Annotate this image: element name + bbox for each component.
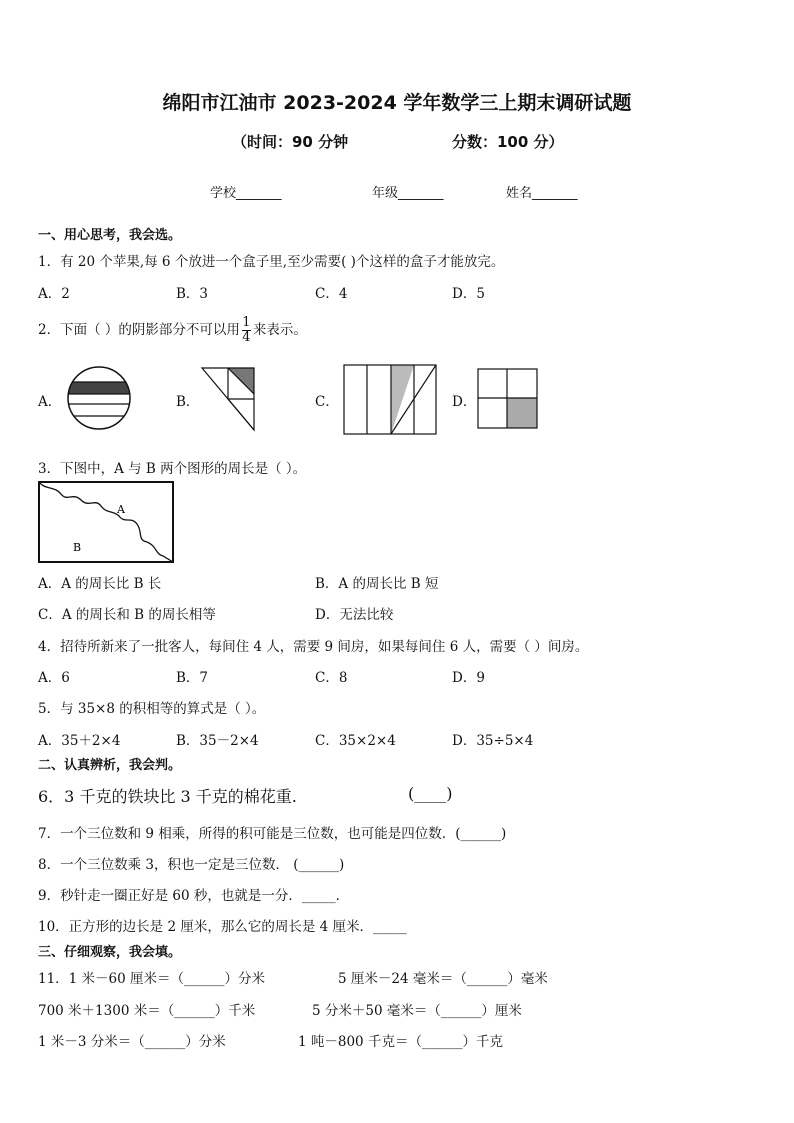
name-field: 姓名_______: [506, 186, 578, 201]
q3-option-c: C．A 的周长和 B 的周长相等: [38, 607, 216, 623]
region-a-label: A: [117, 503, 125, 516]
square-grid-figure: [476, 367, 540, 431]
fraction-numerator: 1: [242, 315, 251, 330]
q3-option-b: B．A 的周长比 B 短: [315, 576, 439, 592]
q2-option-d: D．: [452, 394, 477, 410]
q11-item-3: 700 米＋1300 米＝（______）千米: [38, 1003, 256, 1019]
perimeter-figure: [37, 480, 177, 566]
q11-item-2: 5 厘米－24 毫米＝（______）毫米: [338, 971, 548, 987]
fraction-denominator: 4: [242, 330, 251, 345]
q2-text-before: 2．下面（ ）的阴影部分不可以用: [38, 322, 240, 338]
q1-option-d: D．5: [452, 286, 485, 302]
question-8: 8．一个三位数乘 3，积也一定是三位数． (______): [38, 857, 345, 873]
q5-option-d: D．35÷5×4: [452, 733, 534, 749]
q11-item-1: 11．1 米－60 厘米＝（______）分米: [38, 971, 266, 987]
question-4: 4．招待所新来了一批客人，每间住 4 人，需要 9 间房，如果每间住 6 人，需要（ ）间房。: [38, 639, 589, 655]
q4-option-d: D．9: [452, 670, 485, 686]
question-3: 3．下图中，A 与 B 两个图形的周长是（ ）。: [38, 461, 307, 477]
q5-option-a: A．35＋2×4: [38, 733, 121, 749]
q11-item-4: 5 分米＋50 毫米＝（______）厘米: [312, 1003, 522, 1019]
page-title: 绵阳市江油市 2023-2024 学年数学三上期末调研试题: [162, 92, 632, 114]
question-5: 5．与 35×8 的积相等的算式是（ ）。: [38, 701, 266, 717]
q2-option-a: A．: [38, 394, 62, 410]
q5-option-c: C．35×2×4: [315, 733, 396, 749]
section-heading-2: 二、认真辨析，我会判。: [38, 758, 182, 773]
section-heading-1: 一、用心思考，我会选。: [38, 228, 182, 243]
q5-option-b: B．35－2×4: [176, 733, 259, 749]
q6-answer-blank: (____): [408, 784, 453, 803]
exam-time: （时间：90 分钟: [232, 133, 349, 151]
q1-option-b: B．3: [176, 286, 209, 302]
q4-option-c: C．8: [315, 670, 348, 686]
question-9: 9．秒针走一圈正好是 60 秒，也就是一分．_____．: [38, 888, 350, 904]
question-6: 6．3 千克的铁块比 3 千克的棉花重.: [38, 787, 297, 806]
q3-option-d: D．无法比较: [315, 607, 394, 623]
q11-item-5: 1 米－3 分米＝（______）分米: [38, 1034, 226, 1050]
q1-option-c: C．4: [315, 286, 348, 302]
grade-field: 年级_______: [372, 186, 444, 201]
q2-option-b: B．: [176, 394, 200, 410]
school-field: 学校_______: [210, 186, 282, 201]
q1-option-a: A．2: [38, 286, 70, 302]
q2-option-c: C．: [315, 394, 339, 410]
q4-option-b: B．7: [176, 670, 209, 686]
section-heading-3: 三、仔细观察，我会填。: [38, 945, 182, 960]
triangle-figure: [200, 366, 260, 434]
q2-text-after: 来表示。: [252, 322, 307, 338]
q4-option-a: A．6: [38, 670, 70, 686]
rectangle-strips-figure: [342, 363, 438, 437]
circle-figure: [66, 366, 134, 432]
region-b-label: B: [73, 541, 82, 554]
q3-option-a: A．A 的周长比 B 长: [38, 576, 162, 592]
exam-score: 分数：100 分）: [452, 133, 564, 151]
q11-item-6: 1 吨－800 千克＝（______）千克: [298, 1034, 503, 1050]
question-7: 7．一个三位数和 9 相乘，所得的积可能是三位数，也可能是四位数．(______): [38, 826, 507, 842]
question-1: 1．有 20 个苹果,每 6 个放进一个盒子里,至少需要( )个这样的盒子才能放完。: [38, 254, 505, 270]
question-10: 10．正方形的边长是 2 厘米，那么它的周长是 4 厘米．_____: [38, 919, 407, 935]
question-2: [38, 316, 307, 345]
fraction-one-quarter: [242, 316, 251, 345]
